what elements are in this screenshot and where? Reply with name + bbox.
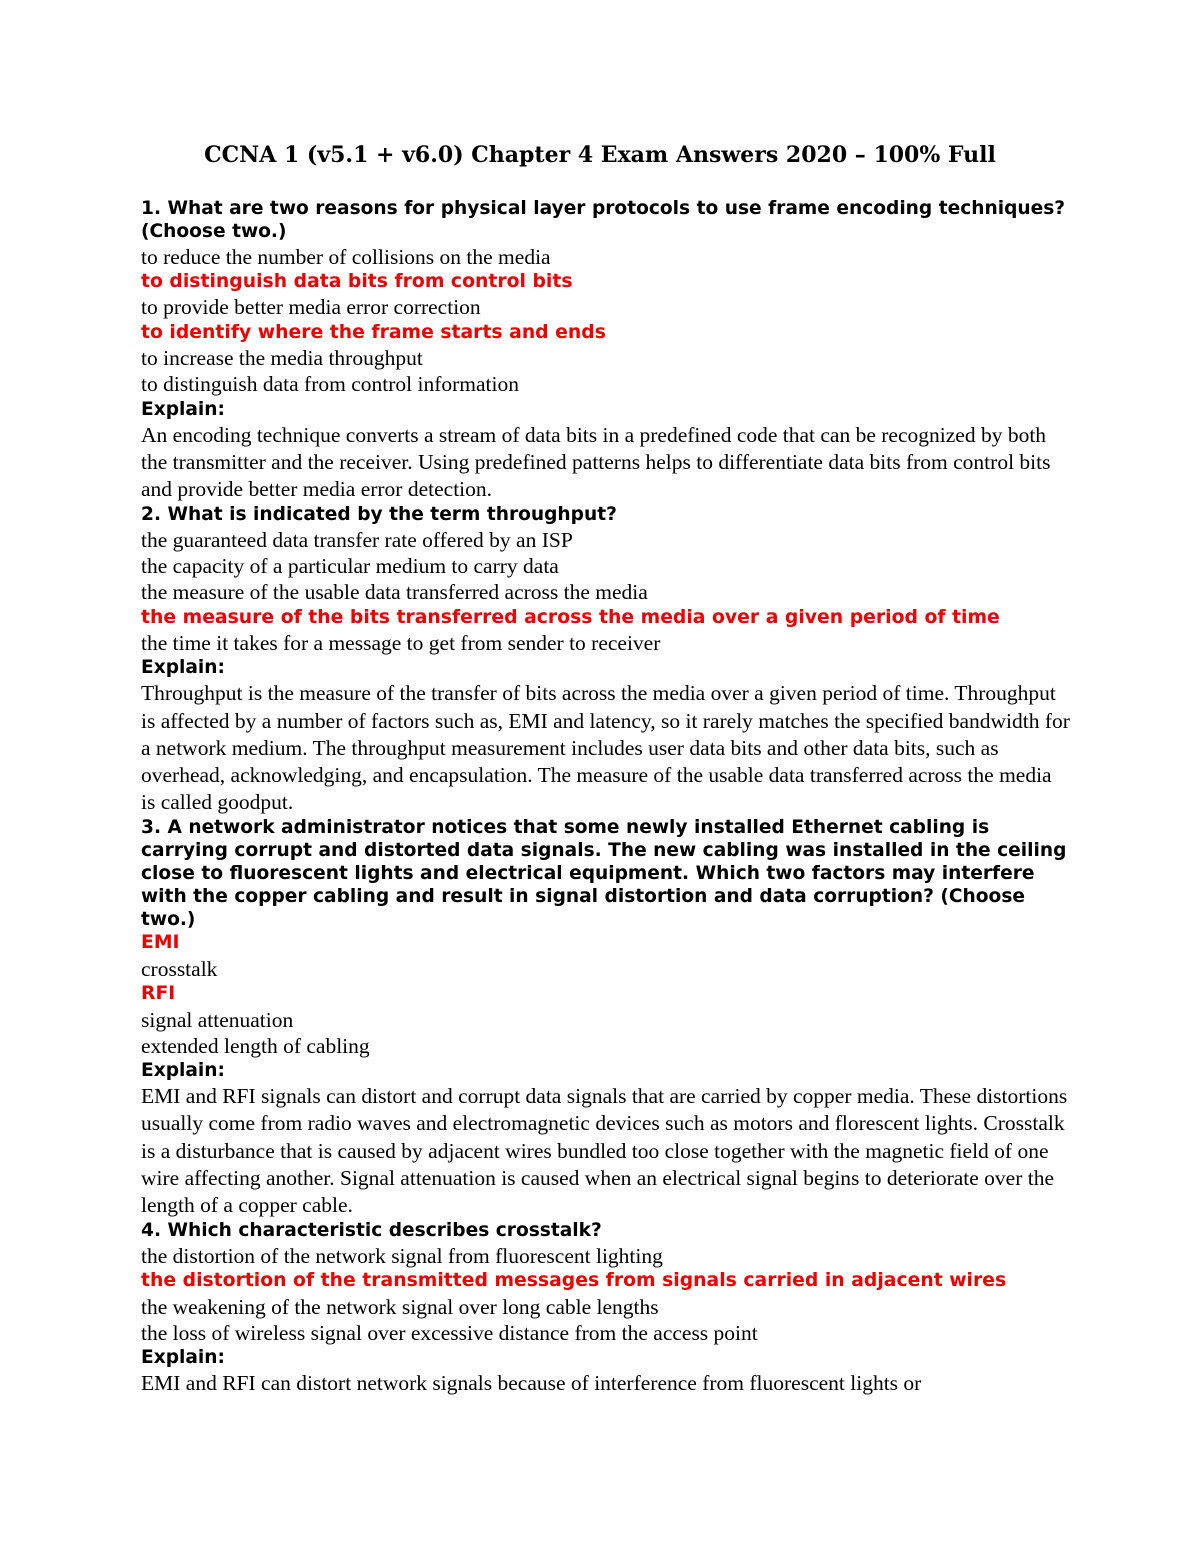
answer-option: extended length of cabling: [141, 1034, 370, 1058]
question-block: [141, 816, 1071, 1219]
explain-label: Explain:: [141, 657, 225, 679]
question-text: 1. What are two reasons for physical layer protocols to use frame encoding techniques? (Choose two.): [141, 198, 1066, 242]
question-text: 3. A network administrator notices that some newly installed Ethernet cabling is carrying corrupt and distorted data signals. The new cabling was installed in the ceiling close to fluorescent lights and electrical equipment. Which two factors may interfere with the copper cabling and result in signal distortion and data corruption? (Choose two.): [141, 817, 1067, 930]
answer-option: to provide better media error correction: [141, 295, 481, 320]
answer-option: the weakening of the network signal over long cable lengths: [141, 1294, 659, 1319]
question-block: [141, 503, 1071, 816]
explain-label: Explain:: [141, 1347, 225, 1369]
correct-answer-option: to distinguish data bits from control bits: [141, 270, 573, 292]
answer-option: the guaranteed data transfer rate offered by an ISP: [141, 528, 573, 552]
correct-answer-option: the measure of the bits transferred across the media over a given period of time: [141, 606, 1000, 628]
correct-answer-option: the distortion of the transmitted messages from signals carried in adjacent wires: [141, 1270, 1007, 1292]
correct-answer-option: RFI: [141, 983, 176, 1005]
answer-option: to increase the media throughput: [141, 346, 423, 371]
explanation-text: EMI and RFI can distort network signals because of interference from fluorescent lights or: [141, 1371, 922, 1396]
explanation-text: An encoding technique converts a stream of data bits in a predefined code that can be recognized by both the transmitter and the receiver. Using predefined patterns helps to differentiate data bits from control bits and provide better media error detection.: [141, 422, 1051, 501]
question-block: [141, 1219, 1071, 1397]
answer-option: the measure of the usable data transferred across the media: [141, 580, 648, 605]
correct-answer-option: to identify where the frame starts and ends: [141, 321, 606, 343]
answer-option: signal attenuation: [141, 1007, 294, 1032]
question-text: 4. Which characteristic describes crosstalk?: [141, 1220, 602, 1242]
explain-label: Explain:: [141, 1060, 225, 1082]
explain-label: Explain:: [141, 398, 225, 420]
questions-container: [141, 197, 1071, 1397]
explanation-text: EMI and RFI signals can distort and corrupt data signals that are carried by copper media. These distortions usually come from radio waves and electromagnetic devices such as motors and florescent lights. Crosstalk is a disturbance that is caused by adjacent wires bundled too close together with the magnetic field of one wire affecting another. Signal attenuation is caused when an electrical signal begins to deteriorate over the length of a copper cable.: [141, 1084, 1068, 1218]
explanation-text: Throughput is the measure of the transfer of bits across the media over a given period of time. Throughput is affected by a number of factors such as, EMI and latency, so it rarely matches the specified bandwidth for a network medium. The throughput measurement includes user data bits and other data bits, such as overhead, acknowledging, and encapsulation. The measure of the usable data transferred across the media is called goodput.: [141, 681, 1070, 815]
answer-option: the capacity of a particular medium to carry data: [141, 554, 559, 579]
answer-option: the time it takes for a message to get from sender to receiver: [141, 631, 661, 656]
correct-answer-option: EMI: [141, 932, 180, 954]
question-text: 2. What is indicated by the term throughput?: [141, 504, 617, 526]
answer-option: the loss of wireless signal over excessive distance from the access point: [141, 1321, 758, 1346]
answer-option: to distinguish data from control information: [141, 372, 519, 397]
answer-option: the distortion of the network signal from fluorescent lighting: [141, 1244, 663, 1269]
document-title: CCNA 1 (v5.1 + v6.0) Chapter 4 Exam Answers 2020 – 100% Full: [204, 142, 996, 168]
answer-option: crosstalk: [141, 957, 218, 981]
answer-option: to reduce the number of collisions on the media: [141, 244, 551, 269]
question-block: [141, 197, 1071, 503]
